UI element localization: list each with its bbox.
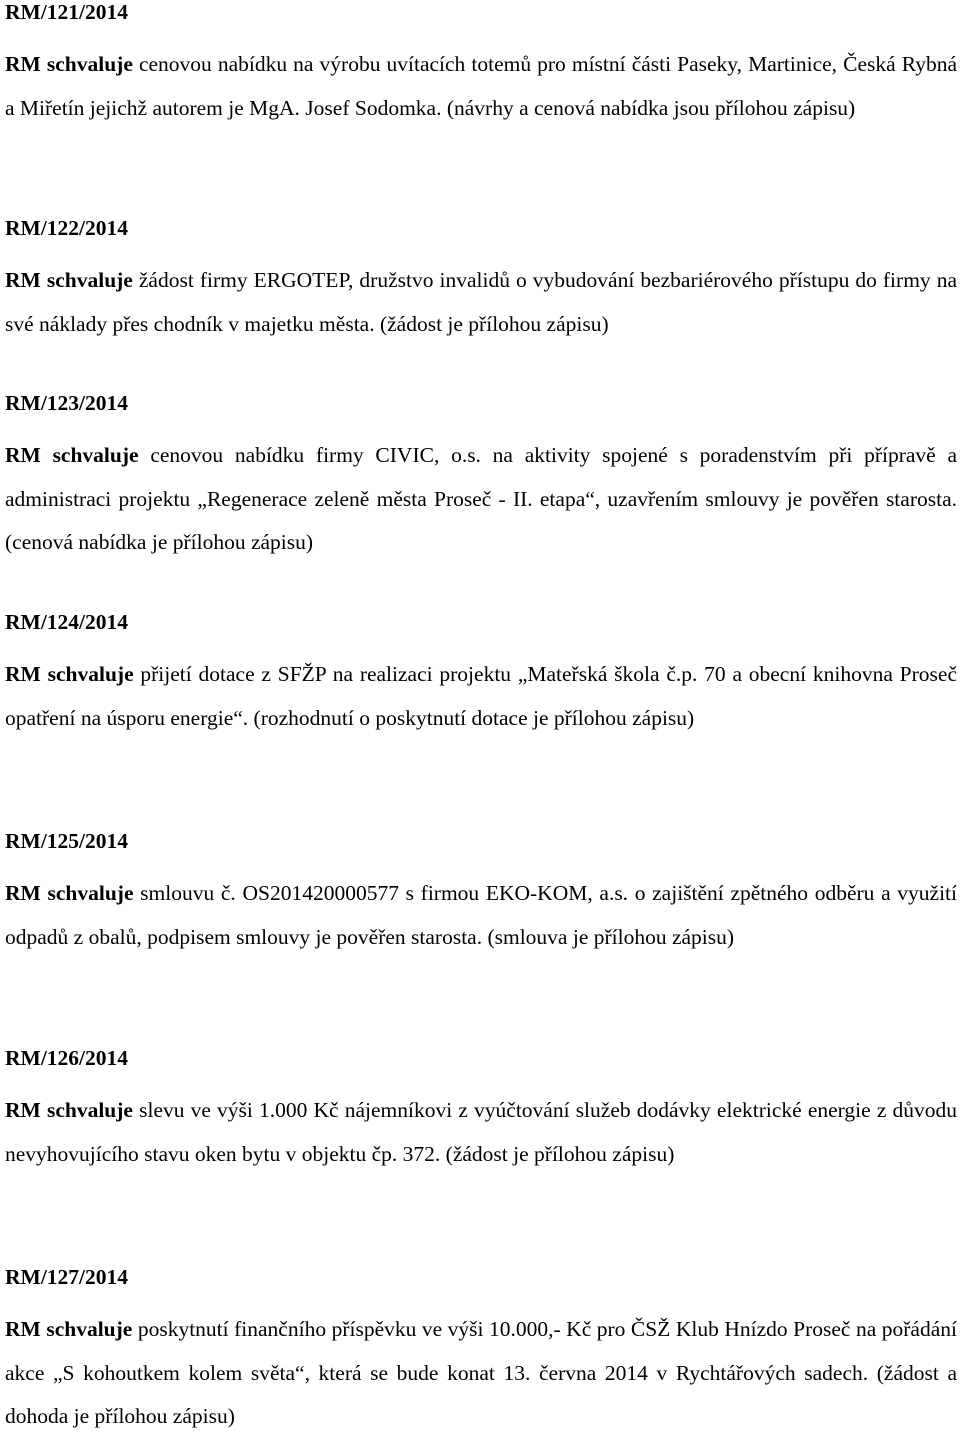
resolution-number: RM/125/2014 xyxy=(5,829,129,853)
resolution-text: přijetí dotace z SFŽP na realizaci projektu „Mateřská škola č.p. 70 a obecní knihovna Proseč opatření na úsporu energie“. (rozhodnutí o poskytnutí dotace je přílohou zápisu) xyxy=(5,662,957,730)
resolution-number: RM/126/2014 xyxy=(5,1046,129,1070)
resolution-lead: RM schvaluje xyxy=(5,1098,133,1122)
resolution-122 xyxy=(5,216,957,346)
resolution-lead: RM schvaluje xyxy=(5,52,133,76)
resolution-lead: RM schvaluje xyxy=(5,881,134,905)
resolution-body xyxy=(5,653,957,740)
resolution-text: žádost firmy ERGOTEP, družstvo invalidů o vybudování bezbariérového přístupu do firmy na své náklady přes chodník v majetku města. (žádost je přílohou zápisu) xyxy=(5,268,957,336)
resolution-number: RM/127/2014 xyxy=(5,1265,129,1289)
resolution-number: RM/124/2014 xyxy=(5,610,129,634)
resolution-lead: RM schvaluje xyxy=(5,662,134,686)
resolution-125 xyxy=(5,829,957,959)
resolution-body xyxy=(5,872,957,959)
resolution-number: RM/122/2014 xyxy=(5,216,129,240)
resolution-body xyxy=(5,1308,957,1439)
resolution-lead: RM schvaluje xyxy=(5,1317,133,1341)
resolution-text: poskytnutí finančního příspěvku ve výši 10.000,- Kč pro ČSŽ Klub Hnízdo Proseč na pořádání akce „S kohoutkem kolem světa“, která se bude konat 13. června 2014 v Rychtářových sadech. (žádost a dohoda je přílohou zápisu) xyxy=(5,1317,957,1428)
resolution-body xyxy=(5,259,957,346)
resolution-number: RM/123/2014 xyxy=(5,391,129,415)
resolution-lead: RM schvaluje xyxy=(5,268,133,292)
resolution-lead: RM schvaluje xyxy=(5,443,139,467)
resolution-126 xyxy=(5,1046,957,1176)
resolution-text: cenovou nabídku firmy CIVIC, o.s. na aktivity spojené s poradenstvím při přípravě a administraci projektu „Regenerace zeleně města Proseč - II. etapa“, uzavřením smlouvy je pověřen starosta. (cenová nabídka je přílohou zápisu) xyxy=(5,443,957,554)
resolution-121 xyxy=(5,0,957,130)
resolution-124 xyxy=(5,610,957,740)
resolution-body xyxy=(5,434,957,565)
resolution-text: cenovou nabídku na výrobu uvítacích totemů pro místní části Paseky, Martinice, Česká Rybná a Miřetín jejichž autorem je MgA. Josef Sodomka. (návrhy a cenová nabídka jsou přílohou zápisu) xyxy=(5,52,957,120)
resolution-text: smlouvu č. OS201420000577 s firmou EKO-KOM, a.s. o zajištění zpětného odběru a využití odpadů z obalů, podpisem smlouvy je pověřen starosta. (smlouva je přílohou zápisu) xyxy=(5,881,957,949)
resolution-body xyxy=(5,43,957,130)
resolution-body xyxy=(5,1089,957,1176)
resolution-number: RM/121/2014 xyxy=(5,0,129,24)
resolution-127 xyxy=(5,1265,957,1439)
resolution-text: slevu ve výši 1.000 Kč nájemníkovi z vyúčtování služeb dodávky elektrické energie z důvodu nevyhovujícího stavu oken bytu v objektu čp. 372. (žádost je přílohou zápisu) xyxy=(5,1098,957,1166)
resolution-123 xyxy=(5,391,957,565)
